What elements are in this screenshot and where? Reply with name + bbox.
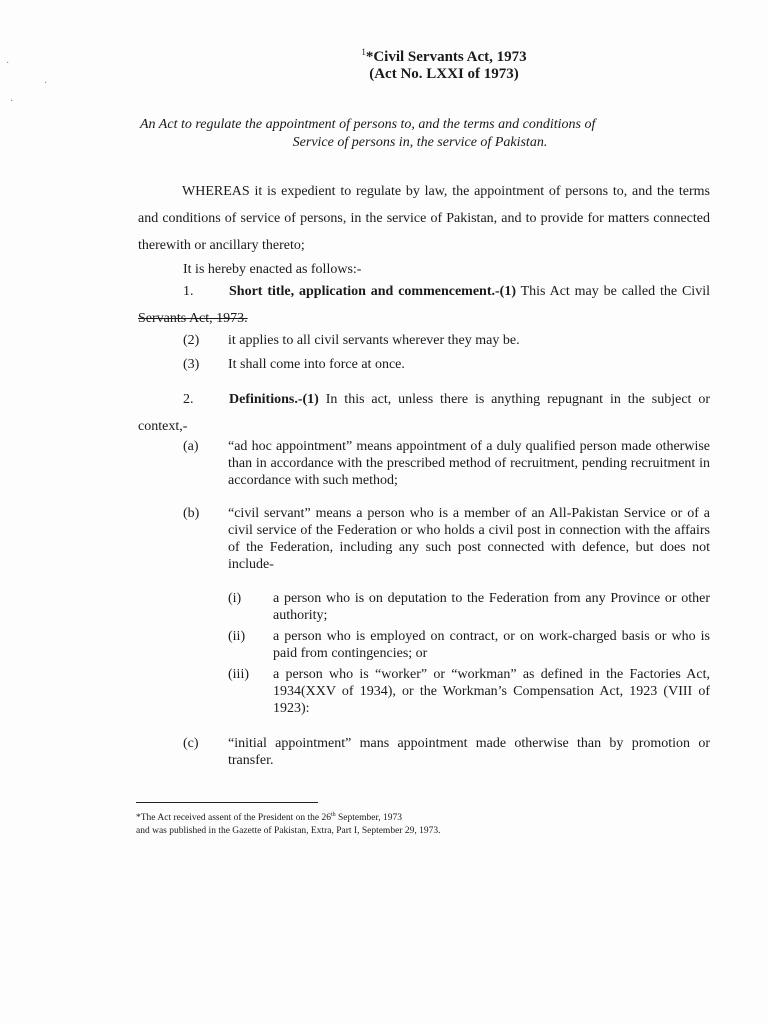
section-1-text: This Act may be called the Civil (515, 284, 710, 299)
act-title (60, 47, 768, 66)
footnote-line-1-pre: *The Act received assent of the President on the 26 (136, 813, 331, 824)
exclusion-i-label: (i) (228, 591, 242, 606)
definition-b-text: “civil servant” means a person who is a member of an All-Pakistan Service or of a civil service of the Federation or who holds a civil post in connection with the affairs of the Federation, including any such post connected with defence, but does not include- (228, 506, 710, 572)
scan-speck: · (10, 96, 14, 107)
section-1-heading: Short title, application and commencement.-(1) (229, 284, 516, 299)
footnote-rule (136, 802, 318, 803)
preamble (140, 116, 700, 152)
exclusion-ii-text: a person who is employed on contract, or on work-charged basis or who is paid from contingencies; or (273, 629, 710, 661)
definition-a-text: “ad hoc appointment” means appointment of a duly qualified person made otherwise than in accordance with the prescribed method of recruitment, pending recruitment in accordance with such method; (228, 439, 710, 488)
sub-3-label: (3) (183, 357, 200, 372)
definition-c-text: “initial appointment” mans appointment made otherwise than by promotion or transfer. (228, 736, 710, 768)
preamble-line-1: An Act to regulate the appointment of persons to, and the terms and conditions of (140, 117, 596, 132)
footnote-line-1 (136, 813, 402, 823)
exclusion-iii-text: a person who is “worker” or “workman” as defined in the Factories Act, 1934(XXV of 1934), or the Workman’s Compensation Act, 1923 (VIII of 1923): (273, 667, 710, 716)
sub-3-text: It shall come into force at once. (228, 357, 405, 372)
exclusion-iii-label: (iii) (228, 667, 249, 682)
footnote-line-2: and was published in the Gazette of Pakistan, Extra, Part I, September 29, 1973. (136, 826, 441, 837)
exclusion-ii-label: (ii) (228, 629, 246, 644)
act-number: (Act No. LXXI of 1973) (369, 66, 519, 82)
whereas-clause: WHEREAS it is expedient to regulate by law, the appointment of persons to, and the terms and conditions of service of persons, in the service of Pakistan, and to provide for matters connected therewith or ancillary thereto; (138, 184, 710, 253)
footnote-ordinal: th (330, 812, 336, 818)
scan-speck: · (44, 78, 48, 89)
section-1 (138, 278, 710, 332)
enacting-clause: It is hereby enacted as follows:- (183, 262, 362, 277)
section-2-number: 2. (183, 392, 194, 407)
section-1-number: 1. (183, 284, 194, 299)
sub-2-text: it applies to all civil servants wherever they may be. (228, 333, 520, 348)
footnote-marker: 1 (361, 47, 366, 57)
act-title-text: *Civil Servants Act, 1973 (365, 49, 527, 65)
definition-b-label: (b) (183, 506, 200, 521)
footnote (136, 809, 636, 838)
exclusion-i-text: a person who is on deputation to the Federation from any Province or other authority; (273, 591, 710, 623)
definition-a-label: (a) (183, 439, 199, 454)
definition-c-label: (c) (183, 736, 199, 751)
scan-speck: · (6, 58, 10, 69)
section-2-text: In this act, unless there is anything repugnant in the subject or context,- (138, 392, 710, 434)
footnote-line-1-post: September, 1973 (335, 813, 403, 824)
sub-2-label: (2) (183, 333, 200, 348)
section-1-struck-text: Servants Act, 1973. (138, 311, 248, 326)
preamble-line-2: Service of persons in, the service of Pakistan. (292, 135, 548, 150)
section-2-heading: Definitions.-(1) (229, 392, 319, 407)
section-2 (138, 386, 710, 440)
